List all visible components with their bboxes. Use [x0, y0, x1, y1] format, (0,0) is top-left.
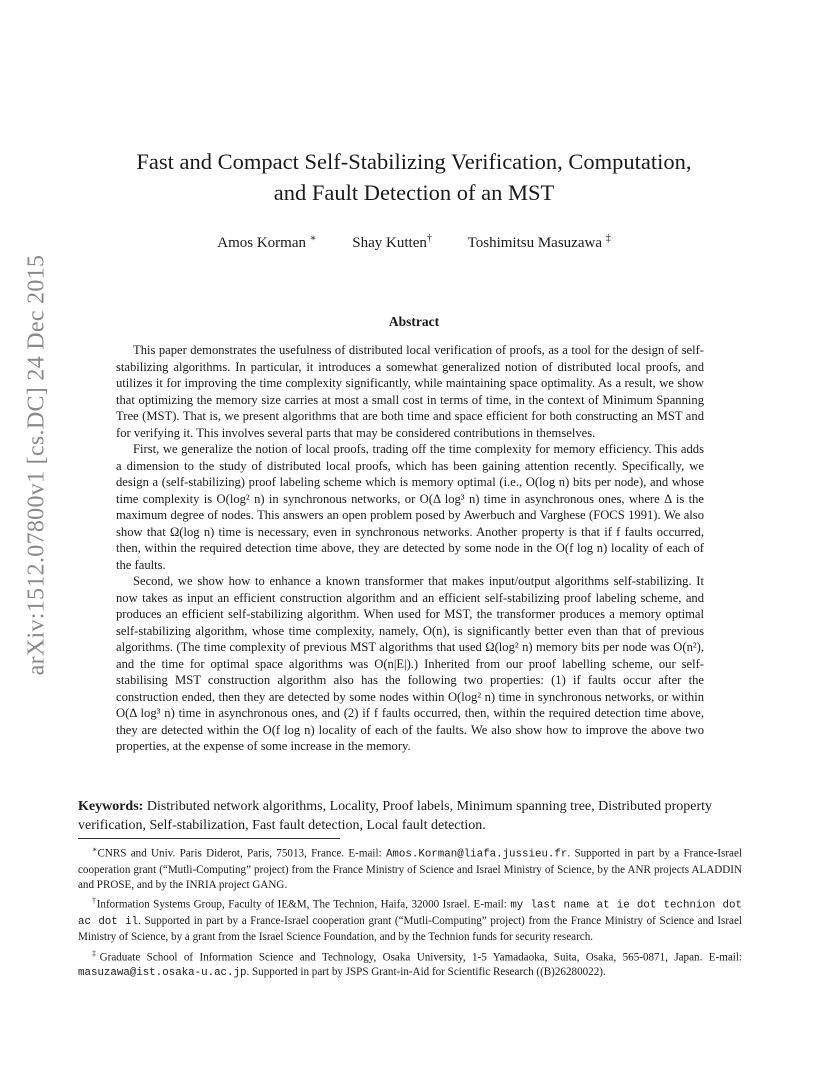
paper-title — [90, 146, 738, 208]
footnote-mark: ‡ — [92, 948, 100, 958]
author-2 — [352, 233, 432, 252]
email-address: Amos.Korman@liafa.jussieu.fr — [385, 848, 568, 861]
footnote-3 — [78, 946, 742, 982]
keywords — [78, 797, 746, 835]
title-line-1: Fast and Compact Self-Stabilizing Verification, Computation, — [136, 149, 692, 174]
footnote-1 — [78, 842, 742, 893]
footnote-divider — [78, 838, 340, 839]
arxiv-identifier: arXiv:1512.07800v1 [cs.DC] 24 Dec 2015 — [23, 254, 50, 676]
author-name: Shay Kutten — [352, 235, 427, 251]
author-name: Toshimitsu Masuzawa — [467, 235, 602, 251]
footnote-text: CNRS and Univ. Paris Diderot, Paris, 75013, France. E-mail: — [97, 847, 386, 860]
abstract-paragraph-2: First, we generalize the notion of local proofs, trading off the time complexity for memory efficiency. This adds a dimension to the study of distributed local proofs, which has been gaining attention recently. Specifically, we design a (self-stabilizing) proof labeling scheme which is memory optimal (i.e., O(log n) bits per node), and whose time complexity is O(log² n) in synchronous networks, or O(Δ log³ n) time in asynchronous ones, where Δ is the maximum degree of nodes. This answers an open problem posed by Awerbuch and Varghese (FOCS 1991). We also show that Ω(log n) time is necessary, even in synchronous networks. Another property is that if f faults occurred, then, within the required detection time above, they are detected by some node in the O(f log n) locality of each of the faults. — [116, 442, 704, 572]
abstract-paragraph-1: This paper demonstrates the usefulness of distributed local verification of proofs, as a tool for the design of self-stabilizing algorithms. In particular, it introduces a somewhat generalized notion of distributed local proofs, and utilizes it for improving the time complexity significantly, while maintaining space optimality. As a result, we show that optimizing the memory size carries at most a small cost in terms of time, in the context of Minimum Spanning Tree (MST). That is, we present algorithms that are both time and space efficient for both constructing an MST and for verifying it. This involves several parts that may be considered contributions in themselves. — [116, 343, 704, 440]
footnote-mark: ∗ — [92, 845, 98, 854]
email-address: my last name at ie dot technion dot ac dot il — [78, 899, 742, 929]
footnotes — [78, 842, 742, 982]
abstract-paragraph-3: Second, we show how to enhance a known transformer that makes input/output algorithms self-stabilizing. It now takes as input an efficient construction algorithm and an efficient self-stabilizing proof labeling scheme, and produces an efficient self-stabilizing algorithm. When used for MST, the transformer produces a memory optimal self-stabilizing algorithm, whose time complexity, namely, O(n), is significantly better even than that of previous algorithms. (The time complexity of previous MST algorithms that used Ω(log² n) memory bits per node was O(n²), and the time for optimal space algorithms was O(n|E|).) Inherited from our proof labelling scheme, our self-stabilising MST construction algorithm also has the following two properties: (1) if faults occur after the construction ended, then they are detected by some nodes within O(log² n) time in synchronous networks, or within O(Δ log³ n) time in asynchronous ones, and (2) if f faults occurred, then, within the required detection time above, they are detected within the O(f log n) locality of each of the faults. We also show how to improve the above two properties, at the expense of some increase in the memory. — [116, 574, 704, 753]
author-1 — [217, 233, 316, 252]
footnote-text: . Supported in part by JSPS Grant-in-Aid for Scientific Research ((B)26280022). — [246, 966, 606, 979]
arxiv-side-stamp — [20, 254, 54, 676]
keywords-text: Distributed network algorithms, Locality, Proof labels, Minimum spanning tree, Distributed property verification, Self-stabilization, Fast fault detection, Local fault detection. — [78, 799, 713, 833]
footnote-text: Graduate School of Information Science and Technology, Osaka University, 1-5 Yamadaoka, Suita, Osaka, 565-0871, Japan. E-mail: — [99, 951, 743, 964]
keywords-label: Keywords: — [78, 799, 144, 814]
footnote-2 — [78, 893, 742, 945]
author-footnote-mark: † — [426, 233, 432, 244]
author-3 — [468, 233, 611, 252]
footnote-mark: † — [92, 896, 97, 906]
author-footnote-mark: ‡ — [605, 233, 611, 244]
abstract-body — [116, 342, 704, 755]
footnote-text: Information Systems Group, Faculty of IE&M, The Technion, Haifa, 32000 Israel. E-mail: — [96, 898, 511, 911]
author-footnote-mark: ∗ — [309, 233, 317, 244]
email-address: masuzawa@ist.osaka-u.ac.jp — [78, 967, 247, 980]
author-name: Amos Korman — [217, 235, 306, 251]
author-list — [90, 233, 738, 252]
footnote-text: . Supported in part by a France-Israel cooperation grant (“Mutli-Computing” project) from the France Ministry of Science and Israel Ministry of Science, by a grant from the Israel Science Foundation, and by the Technion funds for security research. — [78, 915, 742, 944]
title-line-2: and Fault Detection of an MST — [273, 180, 555, 205]
footnote-text: . Supported in part by a France-Israel cooperation grant (“Mutli-Computing” project) from the France Ministry of Science and Israel Ministry of Science, by the ANR projects ALADDIN and PROSE, and by the INRIA project GANG. — [78, 847, 742, 892]
abstract-heading: Abstract — [388, 314, 440, 329]
